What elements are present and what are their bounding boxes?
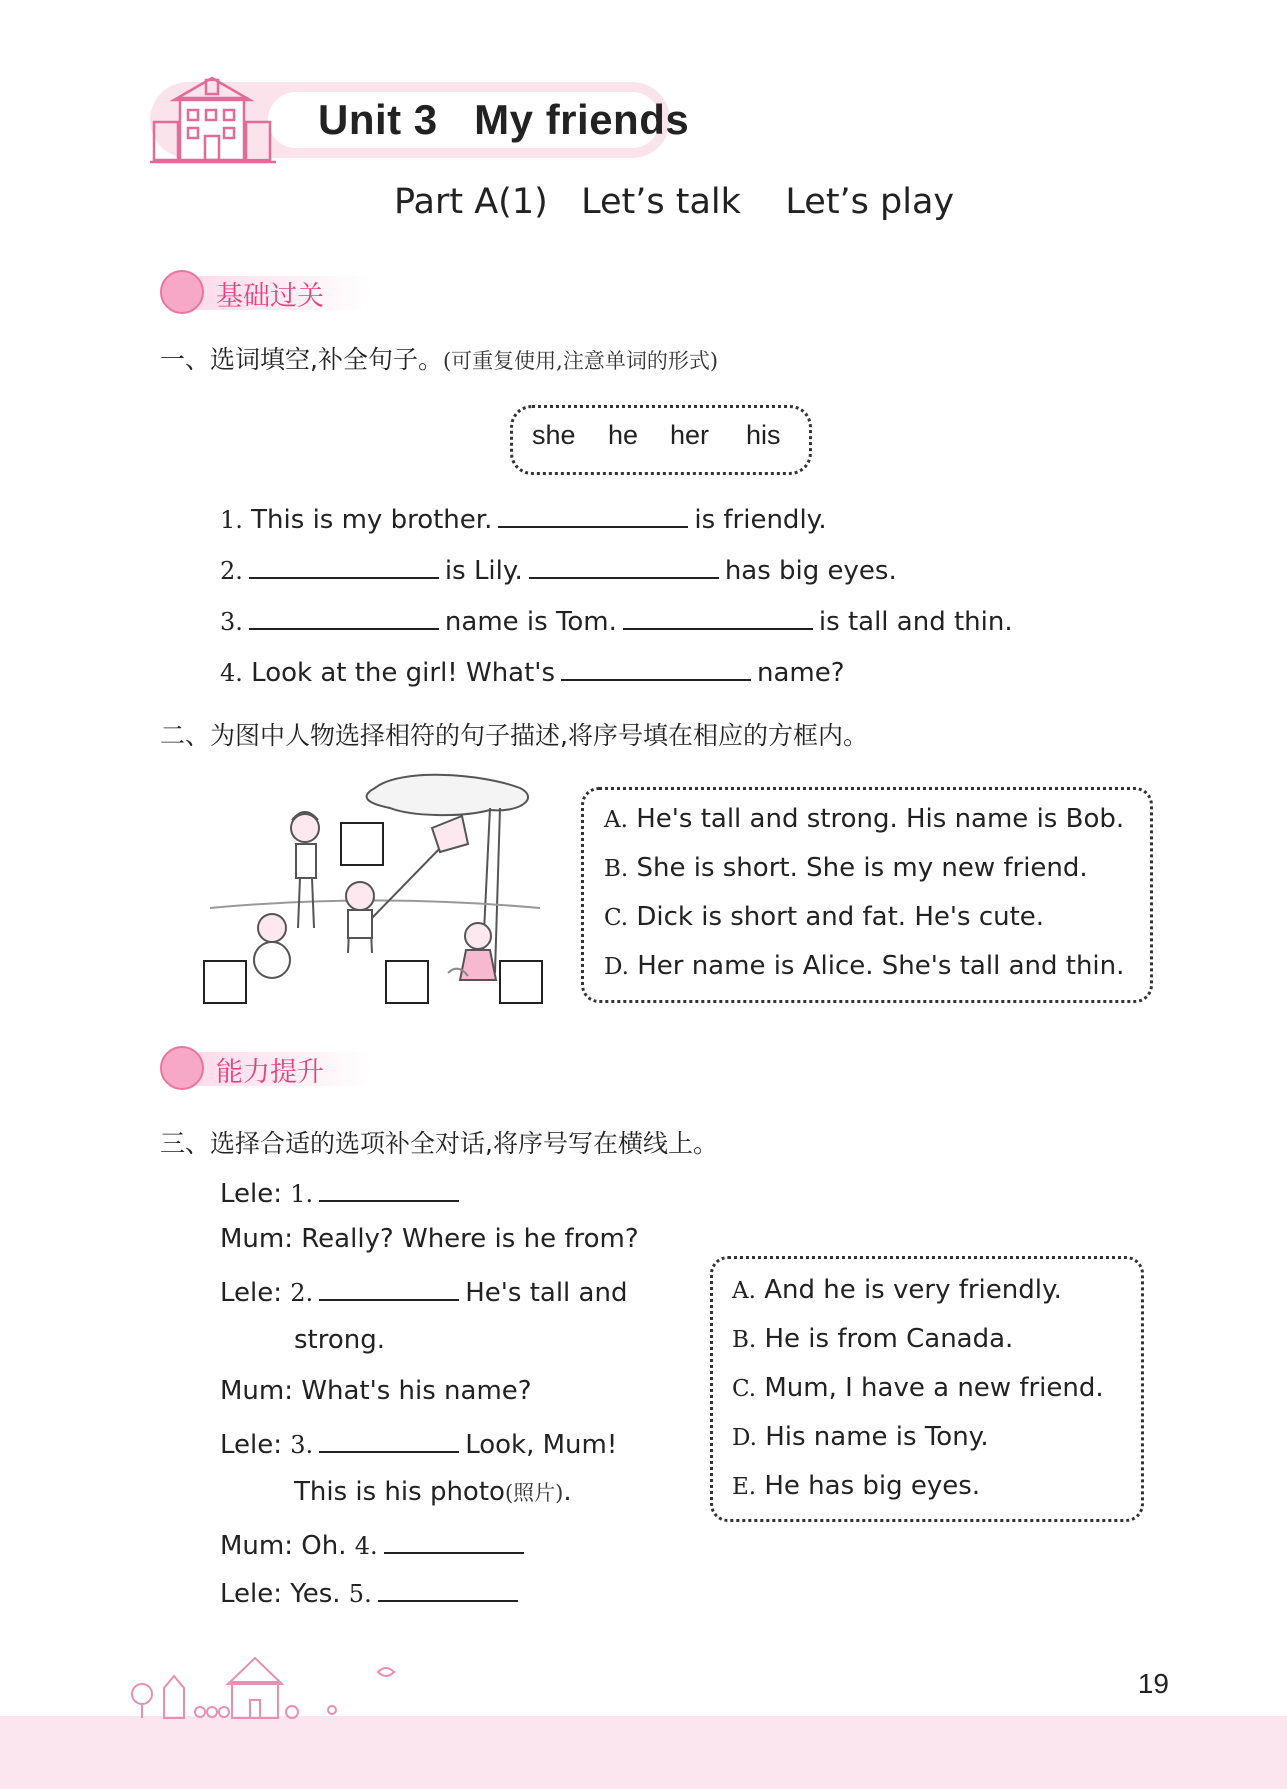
section-label-basic: 基础过关 <box>216 281 324 312</box>
q3-option-d: D. His name is Tony. <box>732 1422 989 1452</box>
dialog-line-3: Lele: 2. He's tall and <box>220 1275 627 1308</box>
question-2-title: 二、为图中人物选择相符的句子描述,将序号填在相应的方框内。 <box>160 721 868 750</box>
word-bank-she: she <box>532 420 576 450</box>
q2-option-d: D. Her name is Alice. She's tall and thin. <box>604 951 1125 981</box>
page-number: 19 <box>1137 1668 1169 1699</box>
answer-blank[interactable] <box>319 1427 459 1453</box>
q2-option-c: C. Dick is short and fat. He's cute. <box>604 902 1045 932</box>
q1-item-2: 2. is Lily. has big eyes. <box>220 553 897 586</box>
dialog-line-5-cont: This is his photo(照片). <box>294 1477 572 1507</box>
town-decoration-icon <box>120 1648 420 1720</box>
q1-item-3: 3. name is Tom. is tall and thin. <box>220 604 1013 637</box>
q2-option-b: B. She is short. She is my new friend. <box>604 853 1088 883</box>
q1-item-4: 4. Look at the girl! What's name? <box>220 655 845 688</box>
answer-blank[interactable] <box>249 604 439 630</box>
answer-box-girl-kite[interactable] <box>499 960 543 1004</box>
dialog-line-6: Mum: Oh. 4. <box>220 1528 530 1561</box>
footer-band <box>0 1716 1287 1789</box>
word-bank-his: his <box>746 420 781 450</box>
girl-face-icon <box>160 1046 204 1090</box>
answer-blank[interactable] <box>319 1176 459 1202</box>
q1-item-1: 1. This is my brother. is friendly. <box>220 502 827 535</box>
answer-blank[interactable] <box>249 553 439 579</box>
answer-box-short-boy[interactable] <box>203 960 247 1004</box>
dialog-line-5: Lele: 3. Look, Mum! <box>220 1427 617 1460</box>
word-bank-he: he <box>608 420 639 450</box>
answer-blank[interactable] <box>623 604 813 630</box>
answer-blank[interactable] <box>529 553 719 579</box>
part-title: Part A(1) Let’s talk Let’s play <box>394 182 955 222</box>
word-bank-her: her <box>670 420 710 450</box>
q3-option-b: B. He is from Canada. <box>732 1324 1014 1354</box>
dialog-line-7: Lele: Yes. 5. <box>220 1576 524 1609</box>
dialog-line-1: Lele: 1. <box>220 1176 465 1209</box>
q3-option-c: C. Mum, I have a new friend. <box>732 1373 1104 1403</box>
dialog-line-2: Mum: Really? Where is he from? <box>220 1224 639 1254</box>
children-playing-illustration <box>200 768 550 1008</box>
answer-blank[interactable] <box>319 1275 459 1301</box>
girl-face-icon <box>160 270 204 314</box>
q3-option-e: E. He has big eyes. <box>732 1471 981 1501</box>
answer-blank[interactable] <box>498 502 688 528</box>
answer-box-girl-reading[interactable] <box>340 822 384 866</box>
unit-title: Unit 3 My friends <box>318 96 690 143</box>
question-1-hint: (可重复使用,注意单词的形式) <box>442 349 719 373</box>
answer-box-tall-boy[interactable] <box>385 960 429 1004</box>
q2-option-a: A. He's tall and strong. His name is Bob. <box>604 804 1125 834</box>
answer-blank[interactable] <box>378 1576 518 1602</box>
answer-blank[interactable] <box>384 1528 524 1554</box>
question-1-title: 一、选词填空,补全句子。(可重复使用,注意单词的形式) <box>160 345 719 374</box>
section-label-advanced: 能力提升 <box>216 1057 324 1088</box>
dialog-line-4: Mum: What's his name? <box>220 1376 532 1406</box>
answer-blank[interactable] <box>561 655 751 681</box>
school-building-icon <box>150 70 280 170</box>
dialog-line-3-cont: strong. <box>294 1325 386 1355</box>
question-3-title: 三、选择合适的选项补全对话,将序号写在横线上。 <box>160 1129 718 1158</box>
q3-option-a: A. And he is very friendly. <box>732 1275 1062 1305</box>
